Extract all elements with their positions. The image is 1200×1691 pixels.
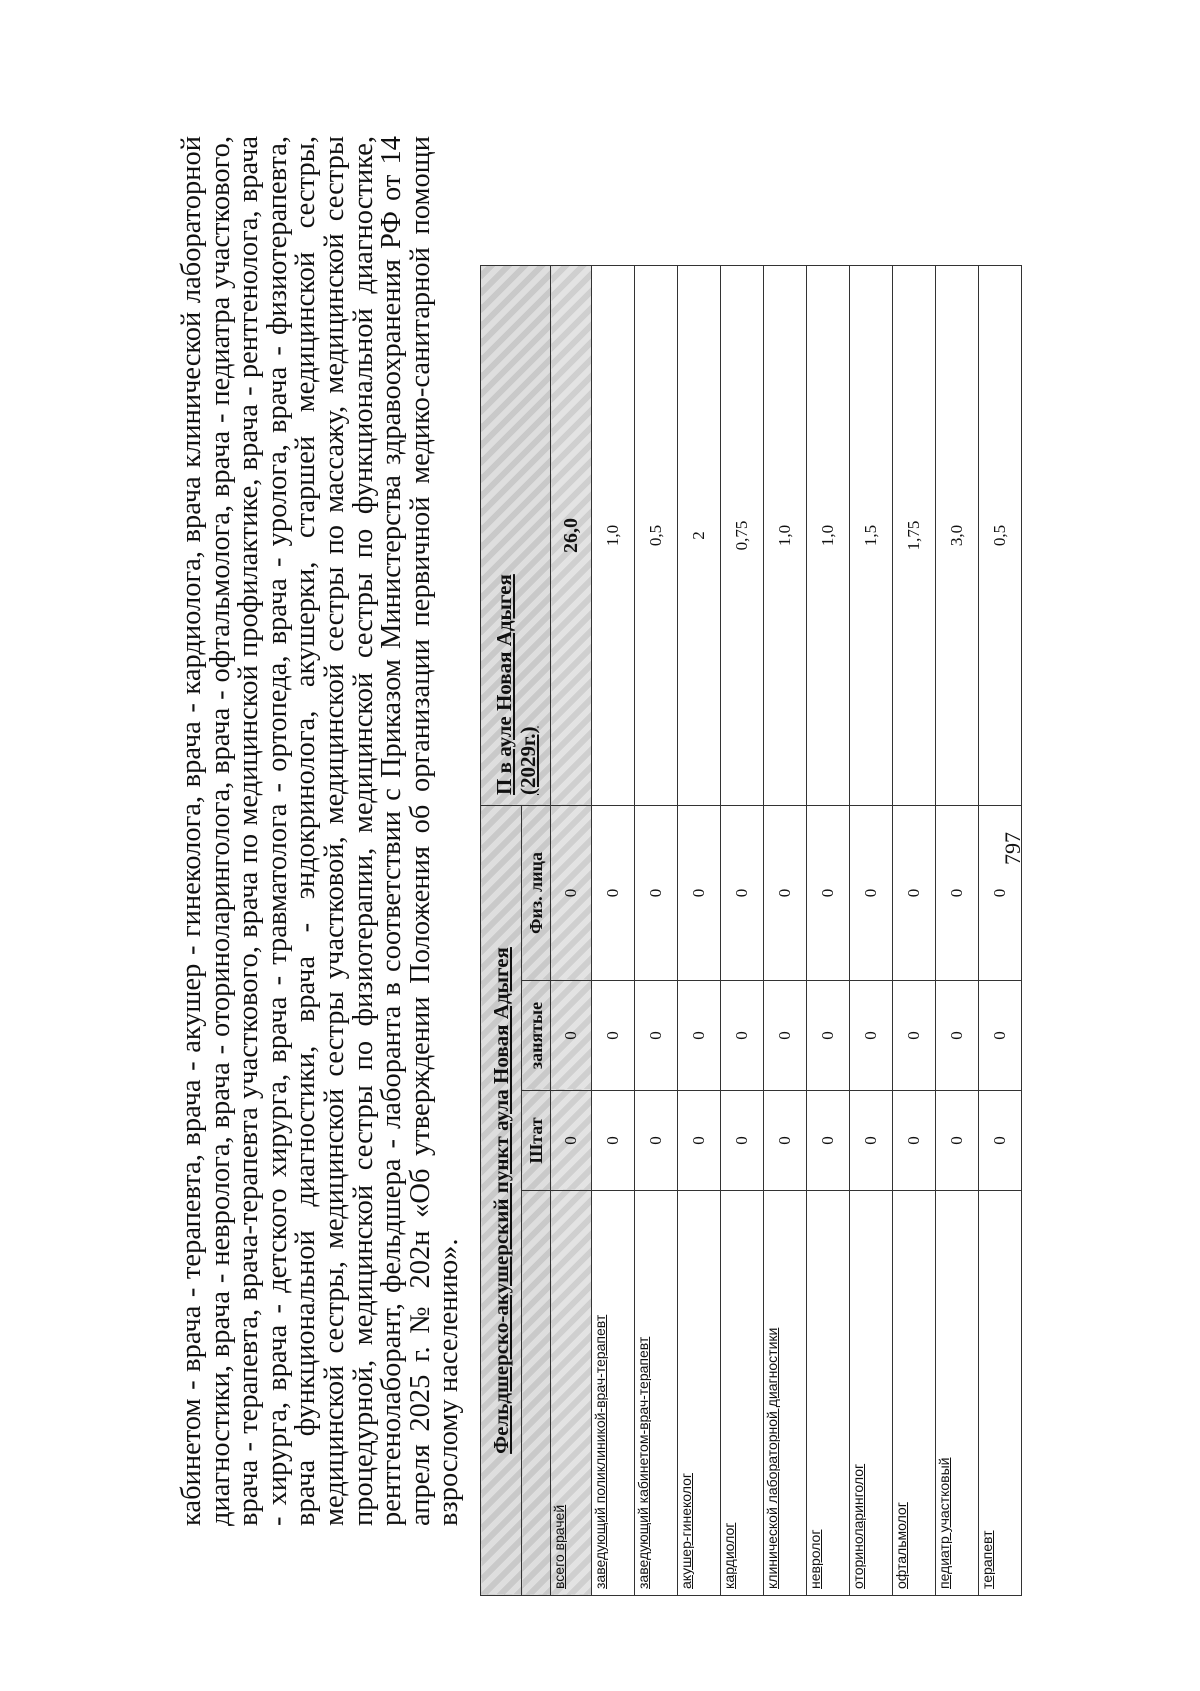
cell-plan: 26,0 (551, 265, 592, 805)
cell-shtat: 0 (893, 1091, 936, 1191)
row-label: педиатр участковый (936, 1191, 979, 1596)
staff-table-wrap (480, 265, 1022, 1596)
cell-occupied: 0 (850, 981, 893, 1091)
cell-shtat: 0 (807, 1091, 850, 1191)
total-row (551, 265, 592, 1595)
row-label: невролог (807, 1191, 850, 1596)
cell-plan: 1,75 (893, 265, 936, 805)
table-row (893, 265, 936, 1595)
right-header: П в ауле Новая Адыгея (2029г.) (481, 265, 551, 805)
table-row (721, 265, 764, 1595)
table-row (936, 265, 979, 1595)
row-label: клинической лабораторной диагностики (764, 1191, 807, 1596)
cell-occupied: 0 (936, 981, 979, 1091)
cell-individuals: 0 (764, 805, 807, 980)
cell-plan: 1,0 (592, 265, 635, 805)
table-row (678, 265, 721, 1595)
cell-plan: 0,5 (979, 265, 1022, 805)
row-label: акушер-гинеколог (678, 1191, 721, 1596)
col-header-shtat: Штат (522, 1091, 551, 1191)
row-label: заведующий кабинетом-врач-терапевт (635, 1191, 678, 1596)
cell-occupied: 0 (635, 981, 678, 1091)
cell-shtat: 0 (592, 1091, 635, 1191)
cell-shtat: 0 (979, 1091, 1022, 1191)
row-label: кардиолог (721, 1191, 764, 1596)
cell-individuals: 0 (936, 805, 979, 980)
cell-shtat: 0 (721, 1091, 764, 1191)
cell-individuals: 0 (850, 805, 893, 980)
cell-plan: 0,75 (721, 265, 764, 805)
cell-individuals: 0 (635, 805, 678, 980)
row-label: оториноларинголог (850, 1191, 893, 1596)
label-header-blank (522, 1191, 551, 1596)
table-row (635, 265, 678, 1595)
cell-individuals: 0 (592, 805, 635, 980)
row-label: заведующий поликлиникой-врач-терапевт (592, 1191, 635, 1596)
cell-occupied: 0 (721, 981, 764, 1091)
cell-individuals: 0 (807, 805, 850, 980)
cell-plan: 1,0 (764, 265, 807, 805)
table-row (979, 265, 1022, 1595)
cell-plan: 1,0 (807, 265, 850, 805)
cell-shtat: 0 (678, 1091, 721, 1191)
row-label: офтальмолог (893, 1191, 936, 1596)
staff-table (480, 265, 1022, 1596)
cell-individuals: 0 (979, 805, 1022, 980)
group-header: Фельдшерско-акушерский пункт аула Новая Адыгея (481, 805, 522, 1595)
cell-occupied: 0 (807, 981, 850, 1091)
cell-shtat: 0 (936, 1091, 979, 1191)
table-row (807, 265, 850, 1595)
cell-plan: 1,5 (850, 265, 893, 805)
body-paragraph: кабинетом - врача - терапевта, врача - акушер - гинеколога, врача - кардиолога, врача клинической лабораторной диагностики, врача - невролога, врача - оториноларинголога, врача - офтальмолога, врача - педиатра участкового, врача - терапевта, врача-терапевта участкового, врача по медицинской профилактике, врача - рентгенолога, врача - хирурга, врача - детского хирурга, врача - травматолога - ортопеда, врача - уролога, врача - физиотерапевта, врача функциональной диагностики, врача - эндокринолога, акушерки, старшей медицинской сестры, медицинской сестры, медицинской сестры участковой, медицинской сестры по массажу, медицинской сестры процедурной, медицинской сестры по физиотерапии, медицинской сестры по функциональной диагностике, рентгенолаборант, фельдшера - лаборанта в соответствии с Приказом Министерства здравоохранения РФ от 14 апреля 2025 г. № 202н «Об утверждении Положения об организации первичной медико-санитарной помощи взрослому населению». (176, 136, 465, 1526)
col-header-occupied: занятые (522, 981, 551, 1091)
cell-occupied: 0 (979, 981, 1022, 1091)
cell-individuals: 0 (678, 805, 721, 980)
cell-shtat: 0 (764, 1091, 807, 1191)
page-number: 797 (1000, 832, 1025, 865)
table-row (850, 265, 893, 1595)
table-row (764, 265, 807, 1595)
cell-individuals: 0 (893, 805, 936, 980)
cell-occupied: 0 (764, 981, 807, 1091)
cell-shtat: 0 (635, 1091, 678, 1191)
cell-plan: 0,5 (635, 265, 678, 805)
cell-individuals: 0 (551, 805, 592, 980)
cell-occupied: 0 (592, 981, 635, 1091)
row-label: терапевт (979, 1191, 1022, 1596)
cell-shtat: 0 (551, 1091, 592, 1191)
cell-plan: 2 (678, 265, 721, 805)
col-header-individuals: Физ. лица (522, 805, 551, 980)
cell-occupied: 0 (678, 981, 721, 1091)
cell-plan: 3,0 (936, 265, 979, 805)
cell-occupied: 0 (551, 981, 592, 1091)
row-label: всего врачей (551, 1191, 592, 1596)
cell-individuals: 0 (721, 805, 764, 980)
table-row (592, 265, 635, 1595)
cell-shtat: 0 (850, 1091, 893, 1191)
cell-occupied: 0 (893, 981, 936, 1091)
